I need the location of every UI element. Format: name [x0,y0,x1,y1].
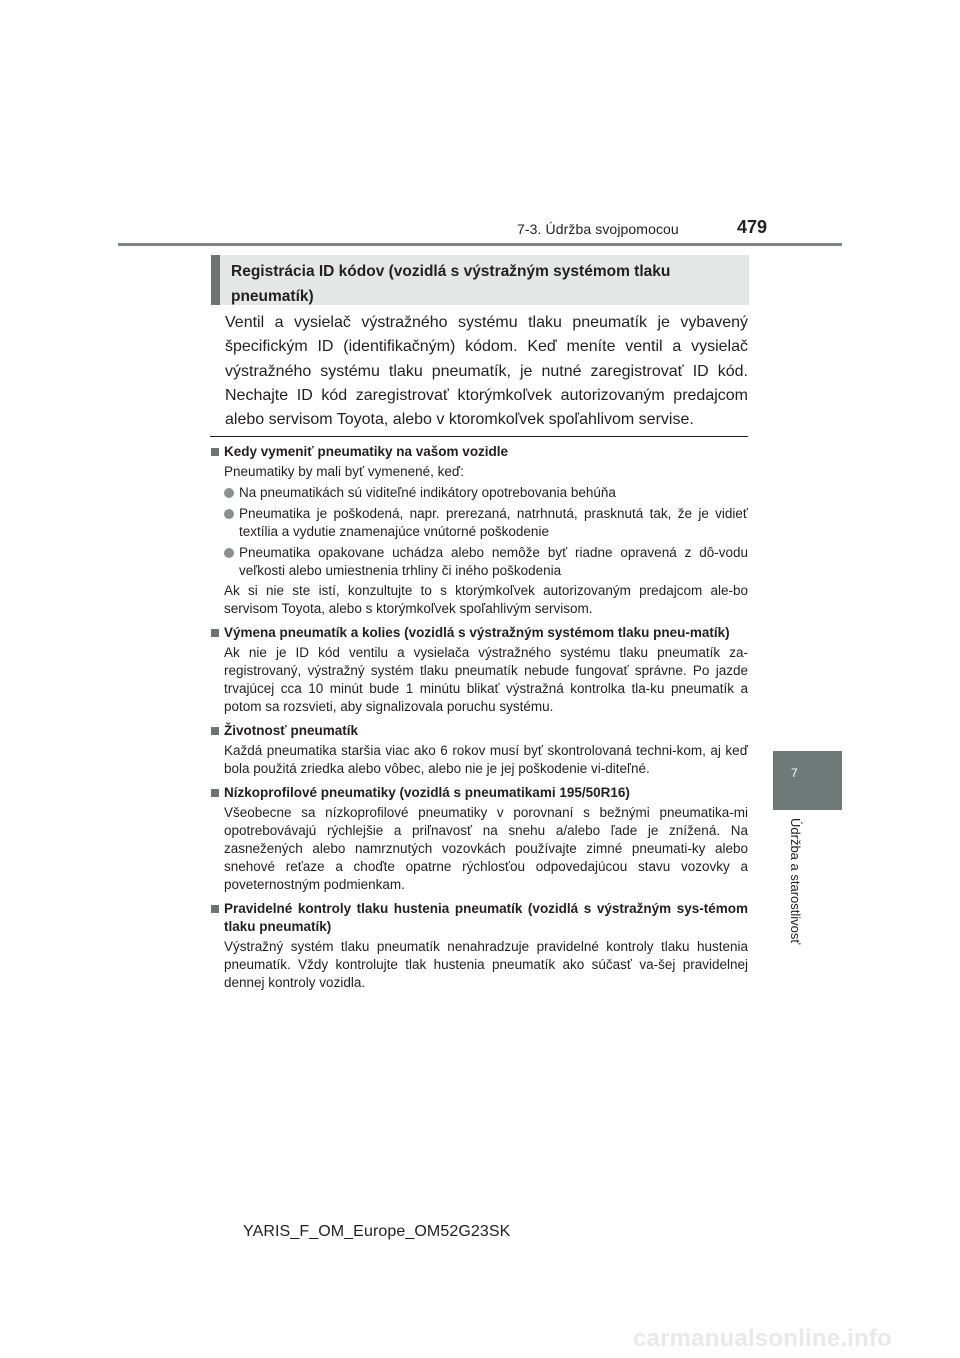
footer-doc-id: YARIS_F_OM_Europe_OM52G23SK [243,1223,511,1240]
section-title-box [211,255,749,305]
list-item: Pneumatika je poškodená, napr. prerezaná, natrhnutá, prasknutá tak, že je vidieť textília a vydutie znamenajúce vnútorné poškodenie [210,505,748,541]
section-divider [210,436,748,437]
note-heading-lowprofile: Nízkoprofilové pneumatiky (vozidlá s pneumatikami 195/50R16) [210,784,748,802]
round-bullet-icon [224,488,234,498]
square-bullet-icon [211,629,219,637]
note-text: Výstražný systém tlaku pneumatík nenahradzuje pravidelné kontroly tlaku hustenia pneumatík. Vždy kontrolujte tlak hustenia pneumatík ako súčasť va-šej pravidelnej dennej kontroly vozidla. [224,939,748,990]
note-text: Ak si nie ste istí, konzultujte to s ktorýmkoľvek autorizovaným predajcom ale-bo servisom Toyota, alebo s ktorýmkoľvek spoľahlivým servisom. [224,583,748,616]
note-text: Každá pneumatika staršia viac ako 6 rokov musí byť skontrolovaná techni-kom, aj keď bola použitá zriedka alebo vôbec, alebo nie je jej poškodenie vi-diteľné. [224,743,748,776]
round-bullet-icon [224,509,234,519]
section-title: Registrácia ID kódov (vozidlá s výstražným systémom tlaku pneumatík) [231,263,671,305]
note-heading-checks: Pravidelné kontroly tlaku hustenia pneumatík (vozidlá s výstražným sys-témom tlaku pneumatík) [210,900,748,936]
running-header-section: 7-3. Údržba svojpomocou [517,221,679,237]
round-bullet-icon [224,548,234,558]
list-item: Pneumatika opakovane uchádza alebo nemôže byť riadne opravená z dô-vodu veľkosti alebo umiestnenia trhliny či iného poškodenia [210,544,748,580]
note-lead: Pneumatiky by mali byť vymenené, keď: [224,464,464,479]
watermark: carmanualsonline.info [633,1325,892,1352]
notes-content [210,443,748,992]
list-item: Na pneumatikách sú viditeľné indikátory opotrebovania behúňa [210,484,748,502]
square-bullet-icon [211,448,219,456]
note-heading-life: Životnosť pneumatík [210,722,748,740]
chapter-tab [773,751,842,810]
square-bullet-icon [211,727,219,735]
note-heading-replace: Kedy vymeniť pneumatiky na vašom vozidle [210,443,748,461]
page-number: 479 [737,217,768,237]
square-bullet-icon [211,905,219,913]
chapter-side-label: Údržba a starostlivosť [788,818,803,945]
note-text: Ak nie je ID kód ventilu a vysielača výstražného systému tlaku pneumatík za-registrovaný, výstražný systém tlaku pneumatík nebude fungovať správne. Po jazde trvajúcej cca 10 minút bude 1 minútu blikať výstražná kontrolka tla-ku pneumatík a potom sa rozsvieti, aby signalizovala poruchu systému. [224,645,748,714]
note-heading-wheels: Výmena pneumatík a kolies (vozidlá s výstražným systémom tlaku pneu-matík) [210,624,748,642]
note-text: Všeobecne sa nízkoprofilové pneumatiky v porovnaní s bežnými pneumatika-mi opotrebovávajú rýchlejšie a priľnavosť na snehu a/alebo ľade je znížená. Na zasnežených alebo namrznutých vozovkách používajte zimné pneumati-ky alebo snehové reťaze a choďte opatrne rýchlosťou odpovedajúcou stavu vozovky a poveternostným podmienkam. [224,805,748,892]
chapter-number: 7 [791,766,798,780]
square-bullet-icon [211,789,219,797]
header-rule [118,243,842,246]
intro-paragraph: Ventil a vysielač výstražného systému tlaku pneumatík je vybavený špecifickým ID (identifikačným) kódom. Keď meníte ventil a vysielač výstražného systému tlaku pneumatík, je nutné zaregistrovať ID kód. Nechajte ID kód zaregistrovať ktorýmkoľvek autorizovaným predajcom alebo servisom Toyota, alebo v ktoromkoľvek spoľahlivom servise. [225,314,748,429]
